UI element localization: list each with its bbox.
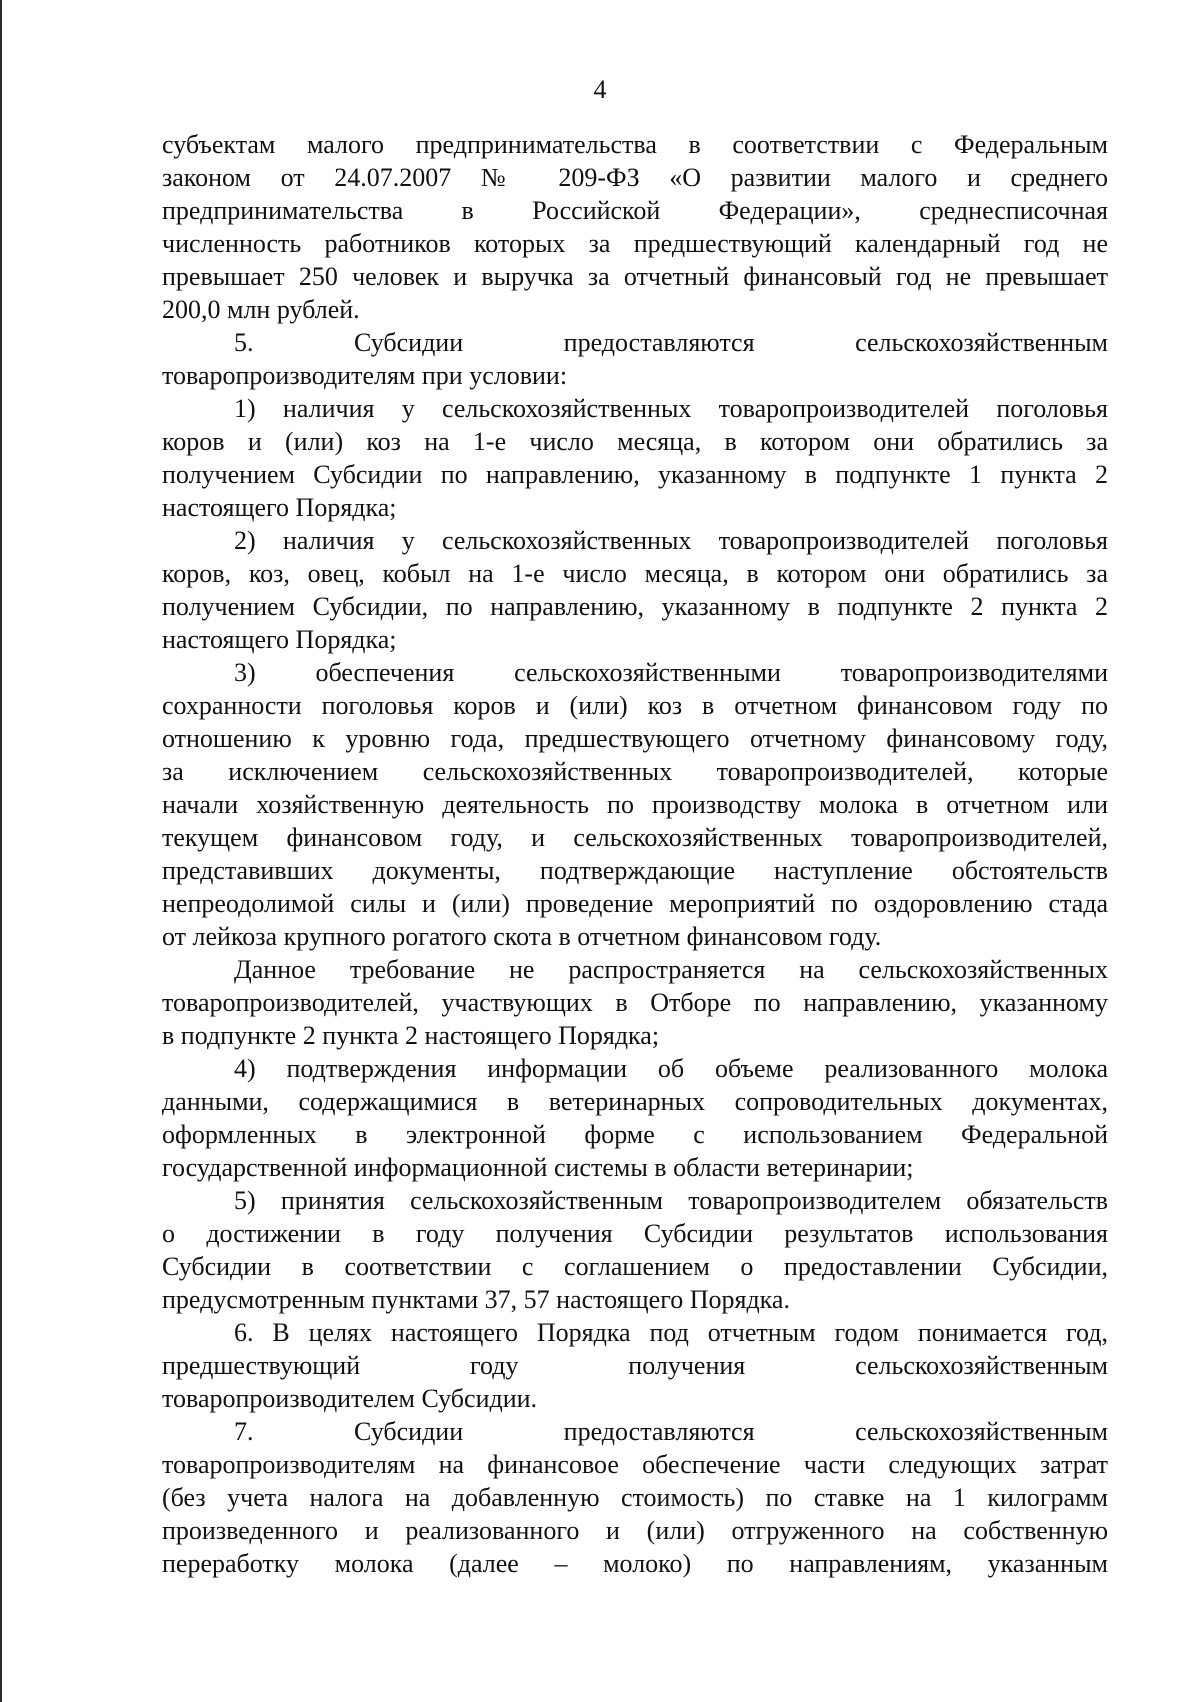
text-line: представивших документы, подтверждающие наступление обстоятельств — [162, 856, 1108, 885]
text-line: текущем финансовом году, и сельскохозяйственных товаропроизводителей, — [162, 823, 1108, 852]
text-line: получением Субсидии, по направлению, указанному в подпункте 2 пункта 2 — [162, 592, 1108, 621]
text-line: 5. Субсидии предоставляются сельскохозяйственным — [234, 328, 1108, 357]
text-line: 7. Субсидии предоставляются сельскохозяйственным — [234, 1417, 1108, 1446]
text-line: сохранности поголовья коров и (или) коз в отчетном финансовом году по — [162, 691, 1108, 720]
text-line: от лейкоза крупного рогатого скота в отчетном финансовом году. — [162, 922, 882, 951]
text-line: коров и (или) коз на 1-е число месяца, в котором они обратились за — [162, 427, 1108, 456]
text-line: 1) наличия у сельскохозяйственных товаропроизводителей поголовья — [234, 394, 1108, 423]
text-line: отношению к уровню года, предшествующего отчетному финансовому году, — [162, 724, 1108, 753]
text-line: оформленных в электронной форме с использованием Федеральной — [162, 1120, 1108, 1149]
text-line: предпринимательства в Российской Федерации», среднесписочная — [162, 196, 1108, 225]
text-line: непреодолимой силы и (или) проведение мероприятий по оздоровлению стада — [162, 889, 1108, 918]
text-line: произведенного и реализованного и (или) отгруженного на собственную — [162, 1516, 1108, 1545]
text-line: 200,0 млн рублей. — [162, 295, 360, 324]
text-line: 2) наличия у сельскохозяйственных товаропроизводителей поголовья — [234, 526, 1108, 555]
text-line: Субсидии в соответствии с соглашением о предоставлении Субсидии, — [162, 1252, 1108, 1281]
text-line: о достижении в году получения Субсидии результатов использования — [162, 1219, 1108, 1248]
text-line: численность работников которых за предшествующий календарный год не — [162, 229, 1108, 258]
text-line: товаропроизводителей, участвующих в Отборе по направлению, указанному — [162, 988, 1108, 1017]
text-line: субъектам малого предпринимательства в соответствии с Федеральным — [162, 130, 1108, 159]
text-line: товаропроизводителем Субсидии. — [162, 1384, 538, 1413]
page-number: 4 — [593, 75, 607, 104]
text-line: товаропроизводителям при условии: — [162, 361, 568, 390]
text-line: предшествующий году получения сельскохозяйственным — [162, 1351, 1108, 1380]
text-line: 3) обеспечения сельскохозяйственными товаропроизводителями — [234, 658, 1108, 687]
text-line: за исключением сельскохозяйственных товаропроизводителей, которые — [162, 757, 1108, 786]
text-line: превышает 250 человек и выручка за отчетный финансовый год не превышает — [162, 262, 1108, 291]
text-line: законом от 24.07.2007 № 209-ФЗ «О развитии малого и среднего — [162, 163, 1108, 192]
text-line: переработку молока (далее – молоко) по направлениям, указанным — [162, 1549, 1108, 1578]
text-line: получением Субсидии по направлению, указанному в подпункте 1 пункта 2 — [162, 460, 1108, 489]
text-line: 4) подтверждения информации об объеме реализованного молока — [234, 1054, 1108, 1083]
text-line: данными, содержащимися в ветеринарных сопроводительных документах, — [162, 1087, 1108, 1116]
text-line: Данное требование не распространяется на сельскохозяйственных — [234, 955, 1108, 984]
document-body — [162, 128, 1108, 1580]
scan-left-edge — [0, 0, 2, 1702]
text-line: в подпункте 2 пункта 2 настоящего Порядка; — [162, 1021, 660, 1050]
text-line: настоящего Порядка; — [162, 493, 397, 522]
text-line: государственной информационной системы в области ветеринарии; — [162, 1153, 914, 1182]
text-line: (без учета налога на добавленную стоимость) по ставке на 1 килограмм — [162, 1483, 1108, 1512]
text-line: настоящего Порядка; — [162, 625, 397, 654]
text-line: предусмотренным пунктами 37, 57 настоящего Порядка. — [162, 1285, 790, 1314]
text-line: коров, коз, овец, кобыл на 1-е число месяца, в котором они обратились за — [162, 559, 1108, 588]
text-line: начали хозяйственную деятельность по производству молока в отчетном или — [162, 790, 1108, 819]
text-line: 6. В целях настоящего Порядка под отчетным годом понимается год, — [234, 1318, 1108, 1347]
text-line: 5) принятия сельскохозяйственным товаропроизводителем обязательств — [234, 1186, 1108, 1215]
text-line: товаропроизводителям на финансовое обеспечение части следующих затрат — [162, 1450, 1108, 1479]
